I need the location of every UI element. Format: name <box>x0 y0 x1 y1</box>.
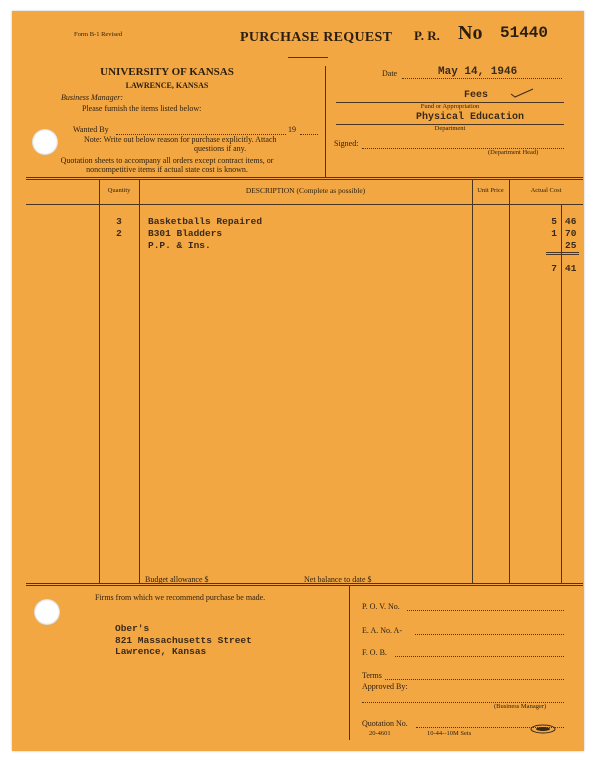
col-divider-cents <box>561 204 562 583</box>
col-divider-unit-price-left <box>472 179 473 583</box>
sum-line-1 <box>546 252 579 253</box>
table-top-line-2 <box>26 179 583 180</box>
row-2-cents: 70 <box>565 228 577 239</box>
firm-line-2: 821 Massachusetts Street <box>115 635 252 646</box>
business-manager-sign-label: (Business Manager) <box>494 703 547 710</box>
ea-line <box>415 634 564 635</box>
header-divider <box>325 66 326 178</box>
firm-line-1: Ober's <box>115 623 150 634</box>
col-divider-quantity-left <box>99 179 100 583</box>
col-divider-quantity-right <box>139 179 140 583</box>
row-3-description: P.P. & Ins. <box>148 240 211 251</box>
row-1-quantity: 3 <box>116 216 122 227</box>
firms-label: Firms from which we recommend purchase be made. <box>95 593 266 602</box>
col-divider-unit-price-right <box>509 179 510 583</box>
quotation-no-label: Quotation No. <box>362 719 408 728</box>
table-top-line-1 <box>26 177 583 178</box>
wanted-by-label: Wanted By <box>73 125 109 134</box>
ea-label: E. A. No. A- <box>362 626 402 635</box>
university-location: LAWRENCE, KANSAS <box>125 81 209 90</box>
header-quantity: Quantity <box>107 187 131 194</box>
check-mark <box>509 87 535 99</box>
print-code: 20-4601 <box>369 730 391 737</box>
fob-line <box>395 656 564 657</box>
department-value: Physical Education <box>416 112 525 123</box>
dept-head-label: (Department Head) <box>488 149 539 156</box>
quotation-line-1: Quotation sheets to accompany all orders except contract items, or <box>60 156 274 165</box>
bottom-divider <box>349 585 350 740</box>
note-line-1: Note: Write out below reason for purchase explicitly. Attach <box>84 135 277 144</box>
purchase-request-form <box>12 11 584 751</box>
university-name: UNIVERSITY OF KANSAS <box>100 66 234 78</box>
business-manager-label: Business Manager: <box>61 93 123 102</box>
terms-label: Terms <box>362 671 382 680</box>
header-unit-price: Unit Price <box>477 187 504 194</box>
bottom-section-line-2 <box>26 585 583 586</box>
print-info: 10-44--10M Sets <box>427 730 472 737</box>
quotation-line-2: noncompetitive items if actual state cost is known. <box>86 165 248 174</box>
year-line <box>300 134 318 135</box>
approved-by-label: Approved By: <box>362 682 408 691</box>
pr-number: 51440 <box>500 24 549 42</box>
row-1-cents: 46 <box>565 216 577 227</box>
row-1-dollars: 5 <box>551 216 557 227</box>
date-value: May 14, 1946 <box>438 66 518 78</box>
row-2-dollars: 1 <box>551 228 557 239</box>
fund-label: Fund or Appropriation <box>420 103 480 110</box>
union-label-seal <box>530 724 556 734</box>
fob-label: F. O. B. <box>362 648 387 657</box>
fund-value: Fees <box>464 90 489 101</box>
budget-allowance: Budget allowance $ <box>145 575 209 584</box>
row-2-description: B301 Bladders <box>148 228 223 239</box>
note-line-2: questions if any. <box>194 144 247 153</box>
punch-hole-bottom <box>34 599 60 625</box>
header-actual-cost: Actual Cost <box>530 187 562 194</box>
bottom-section-line-1 <box>26 583 583 584</box>
pov-label: P. O. V. No. <box>362 602 400 611</box>
date-label: Date <box>382 69 398 78</box>
terms-line <box>385 679 564 680</box>
total-cents: 41 <box>565 263 577 274</box>
firm-line-3: Lawrence, Kansas <box>115 646 207 657</box>
form-title: PURCHASE REQUEST <box>240 30 393 45</box>
signed-label: Signed: <box>334 139 359 148</box>
form-number: Form B-1 Revised <box>74 31 123 38</box>
pr-label: P. R. <box>414 28 440 43</box>
number-symbol: No <box>458 22 483 44</box>
header-description: DESCRIPTION (Complete as possible) <box>245 186 366 195</box>
pov-line <box>407 610 564 611</box>
punch-hole-top <box>32 129 58 155</box>
department-label: Department <box>434 125 466 132</box>
year-prefix: 19 <box>288 125 296 134</box>
furnish-text: Please furnish the items listed below: <box>82 104 202 113</box>
net-balance: Net balance to date $ <box>304 575 372 584</box>
date-line <box>402 78 562 79</box>
row-1-description: Basketballs Repaired <box>148 216 263 227</box>
row-2-quantity: 2 <box>116 228 122 239</box>
table-header-line <box>26 204 583 205</box>
row-3-cents: 25 <box>565 240 577 251</box>
sum-line-2 <box>546 254 579 255</box>
total-dollars: 7 <box>551 263 557 274</box>
title-underline <box>288 57 328 58</box>
